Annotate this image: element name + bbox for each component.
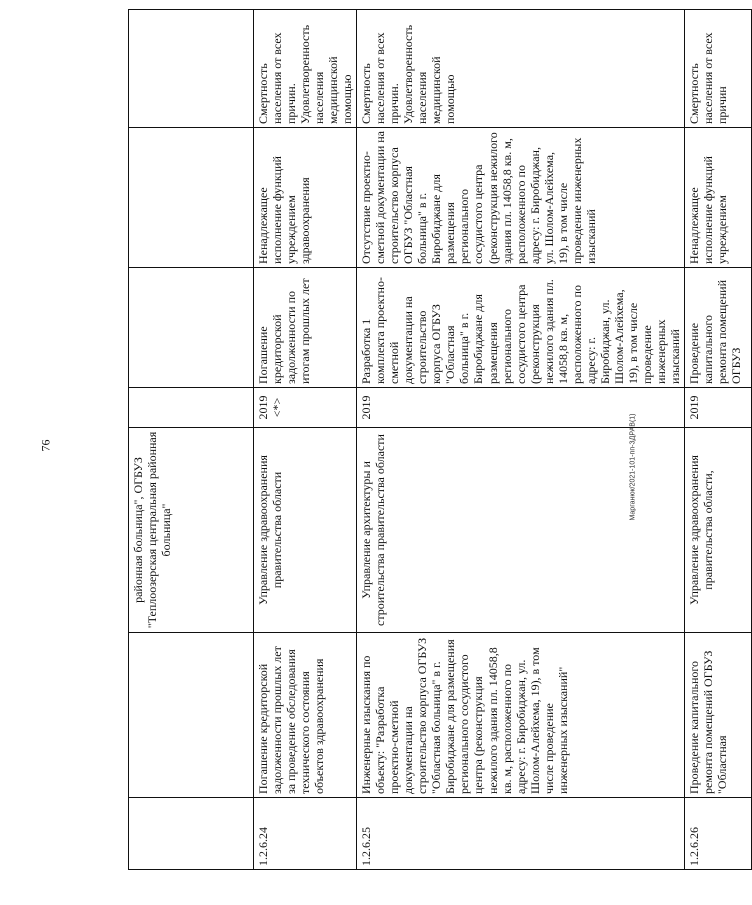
cell-result: Разработка 1 комплекта проектно-сметной документации на строительство корпуса ОГБУЗ "Областная больница" в г. Биробиджане для размещения регионального сосудистого центра (реконструкция нежилого здания пл. 14058,8 кв. м, расположенного по адресу: г. Биробиджан, ул. Шолом-Алейхема, 19), в том числе проведение инженерных изысканий [357, 268, 685, 388]
page-number: 76 [38, 439, 53, 452]
cell-responsible: Управление архитектуры и строительства правительства области [357, 428, 685, 633]
cell-number: 1.2.6.24 [254, 798, 357, 870]
document-footer: Марганюк/2021-101-пп-ЗДРАВ(1) [629, 413, 637, 521]
cell-number: 1.2.6.26 [684, 798, 751, 870]
table-row [254, 10, 357, 870]
cell-empty [129, 388, 254, 428]
cell-empty [129, 798, 254, 870]
cell-empty [129, 268, 254, 388]
table-row [684, 10, 751, 870]
cell-year: 2019 [357, 388, 685, 428]
cell-measure: Проведение капитального ремонта помещений ОГБУЗ "Областная [684, 633, 751, 798]
cell-result: Проведение капитального ремонта помещений ОГБУЗ [684, 268, 751, 388]
cell-result: Погашение кредиторской задолженности по итогам прошлых лет [254, 268, 357, 388]
table-row [357, 10, 685, 870]
cell-indicator: Смертность населения от всех причин [684, 10, 751, 128]
cell-responsible: Управление здравоохранения правительства области [254, 428, 357, 633]
cell-measure: Погашение кредиторской задолженности прошлых лет за проведение обследования технического состояния объектов здравоохранения [254, 633, 357, 798]
cell-indicator: Смертность населения от всех причин. Удовлетворенность населения медицинской помощью [254, 10, 357, 128]
cell-consequence: Отсутствие проектно-сметной документации на строительство корпуса ОГБУЗ "Областная больница" в г. Биробиджане для размещения регионального сосудистого центра (реконструкция нежилого здания пл. 14058,8 кв. м, расположенного по адресу: г. Биробиджан, ул. Шолом-Алейхема, 19), в том числе проведение инженерных изысканий [357, 128, 685, 268]
cell-empty [129, 633, 254, 798]
measures-table [128, 9, 752, 870]
cell-responsible: районная больница", ОГБУЗ "Теплоозерская центральная районная больница" [129, 428, 254, 633]
cell-consequence: Ненадлежащее исполнение функций учреждением здравоохранения [254, 128, 357, 268]
cell-consequence: Ненадлежащее исполнение функций учреждением [684, 128, 751, 268]
cell-empty [129, 128, 254, 268]
cell-year: 2019 <*> [254, 388, 357, 428]
cell-year: 2019 [684, 388, 751, 428]
cell-empty [129, 10, 254, 128]
cell-responsible: Управление здравоохранения правительства области, [684, 428, 751, 633]
cell-indicator: Смертность населения от всех причин. Удовлетворенность населения медицинской помощью [357, 10, 685, 128]
cell-measure: Инженерные изыскания по объекту: "Разработка проектно-сметной документации на строительство корпуса ОГБУЗ "Областная больница" в г. Биробиджане для размещения регионального сосудистого центра (реконструкция нежилого здания пл. 14058,8 кв. м, расположенного по адресу: г. Биробиджан, ул. Шолом-Алейхема, 19), в том числе проведение инженерных изысканий" [357, 633, 685, 798]
table-row-top [129, 10, 254, 870]
cell-number: 1.2.6.25 [357, 798, 685, 870]
